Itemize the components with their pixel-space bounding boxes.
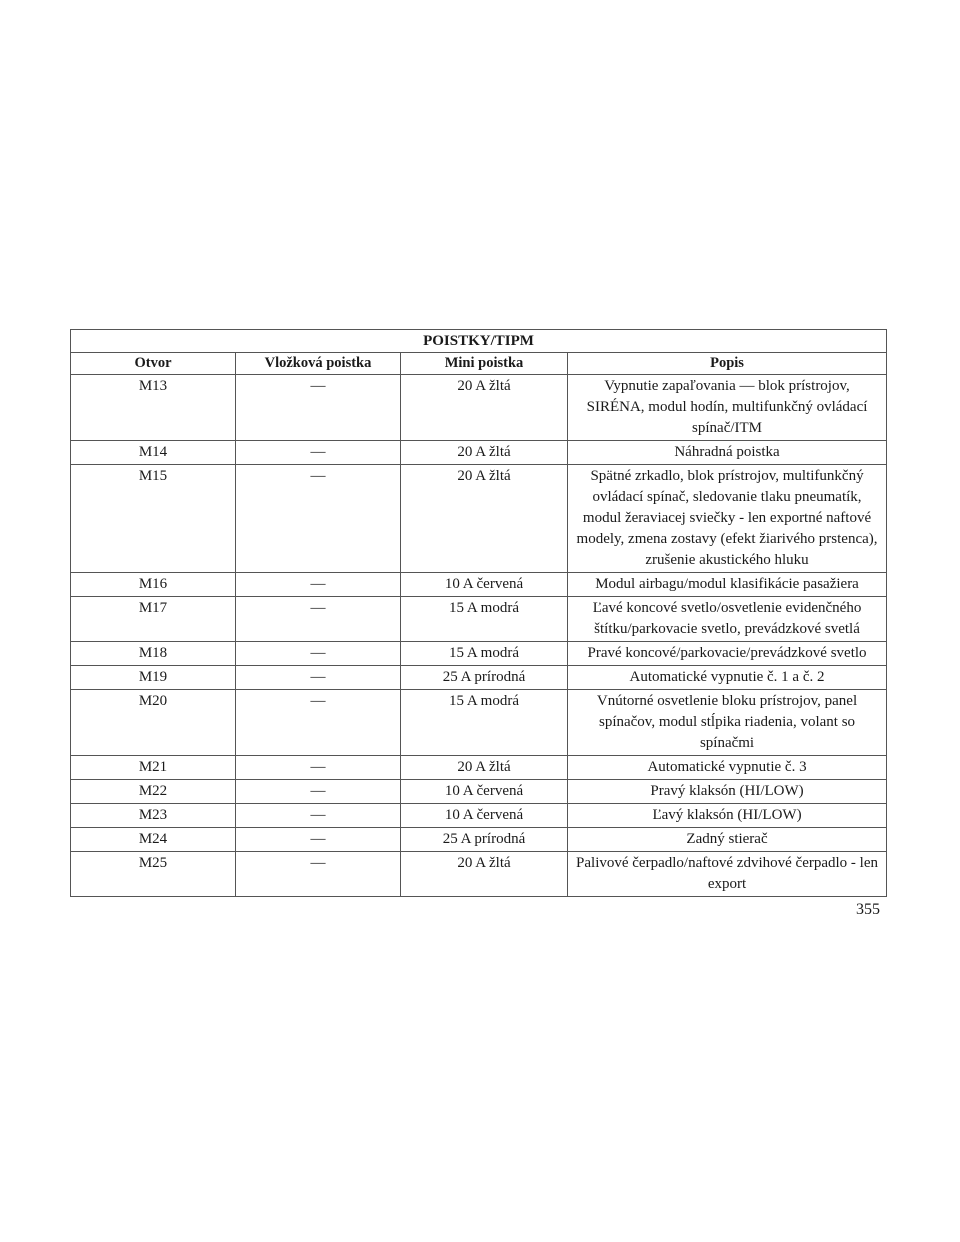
column-header-otvor: Otvor bbox=[71, 353, 236, 375]
cell-popis: Zadný stierač bbox=[568, 828, 887, 852]
table-row bbox=[71, 828, 887, 852]
table-row bbox=[71, 375, 887, 441]
cell-otvor: M24 bbox=[71, 828, 236, 852]
cell-mini: 15 A modrá bbox=[401, 642, 568, 666]
cell-vlozkova: — bbox=[236, 852, 401, 897]
cell-otvor: M16 bbox=[71, 573, 236, 597]
table-header-row bbox=[71, 353, 887, 375]
cell-popis: Spätné zrkadlo, blok prístrojov, multifunkčný ovládací spínač, sledovanie tlaku pneumatík, modul žeraviacej sviečky - len exportné naftové modely, zmena zostavy (efekt žiarivého prstenca), zrušenie akustického hluku bbox=[568, 465, 887, 573]
cell-mini: 20 A žltá bbox=[401, 852, 568, 897]
cell-mini: 10 A červená bbox=[401, 780, 568, 804]
cell-otvor: M17 bbox=[71, 597, 236, 642]
cell-vlozkova: — bbox=[236, 828, 401, 852]
cell-vlozkova: — bbox=[236, 756, 401, 780]
cell-vlozkova: — bbox=[236, 690, 401, 756]
cell-mini: 20 A žltá bbox=[401, 465, 568, 573]
cell-mini: 15 A modrá bbox=[401, 690, 568, 756]
table-title: POISTKY/TIPM bbox=[71, 330, 887, 353]
table-row bbox=[71, 573, 887, 597]
fuse-table bbox=[70, 329, 887, 897]
cell-vlozkova: — bbox=[236, 597, 401, 642]
table-row bbox=[71, 756, 887, 780]
column-header-mini-poistka: Mini poistka bbox=[401, 353, 568, 375]
cell-mini: 25 A prírodná bbox=[401, 666, 568, 690]
cell-popis: Ľavé koncové svetlo/osvetlenie evidenčného štítku/parkovacie svetlo, prevádzkové svetlá bbox=[568, 597, 887, 642]
cell-popis: Vnútorné osvetlenie bloku prístrojov, panel spínačov, modul stĺpika riadenia, volant so spínačmi bbox=[568, 690, 887, 756]
cell-mini: 10 A červená bbox=[401, 804, 568, 828]
cell-mini: 20 A žltá bbox=[401, 756, 568, 780]
column-header-vlozkova-poistka: Vložková poistka bbox=[236, 353, 401, 375]
cell-popis: Pravý klaksón (HI/LOW) bbox=[568, 780, 887, 804]
cell-vlozkova: — bbox=[236, 441, 401, 465]
cell-otvor: M14 bbox=[71, 441, 236, 465]
table-row bbox=[71, 804, 887, 828]
cell-vlozkova: — bbox=[236, 375, 401, 441]
cell-otvor: M19 bbox=[71, 666, 236, 690]
table-row bbox=[71, 666, 887, 690]
table-row bbox=[71, 597, 887, 642]
cell-popis: Palivové čerpadlo/naftové zdvihové čerpadlo - len export bbox=[568, 852, 887, 897]
cell-popis: Modul airbagu/modul klasifikácie pasažiera bbox=[568, 573, 887, 597]
cell-otvor: M23 bbox=[71, 804, 236, 828]
cell-mini: 20 A žltá bbox=[401, 375, 568, 441]
cell-otvor: M18 bbox=[71, 642, 236, 666]
cell-mini: 25 A prírodná bbox=[401, 828, 568, 852]
cell-otvor: M15 bbox=[71, 465, 236, 573]
table-row bbox=[71, 780, 887, 804]
cell-mini: 15 A modrá bbox=[401, 597, 568, 642]
cell-popis: Ľavý klaksón (HI/LOW) bbox=[568, 804, 887, 828]
page-number: 355 bbox=[856, 901, 880, 918]
cell-vlozkova: — bbox=[236, 642, 401, 666]
table-row bbox=[71, 441, 887, 465]
cell-popis: Automatické vypnutie č. 3 bbox=[568, 756, 887, 780]
cell-vlozkova: — bbox=[236, 666, 401, 690]
cell-otvor: M20 bbox=[71, 690, 236, 756]
table-row bbox=[71, 852, 887, 897]
cell-vlozkova: — bbox=[236, 465, 401, 573]
table-row bbox=[71, 642, 887, 666]
table-title-row bbox=[71, 330, 887, 353]
cell-vlozkova: — bbox=[236, 780, 401, 804]
column-header-popis: Popis bbox=[568, 353, 887, 375]
table-row bbox=[71, 690, 887, 756]
cell-mini: 20 A žltá bbox=[401, 441, 568, 465]
cell-otvor: M22 bbox=[71, 780, 236, 804]
cell-otvor: M25 bbox=[71, 852, 236, 897]
cell-vlozkova: — bbox=[236, 573, 401, 597]
cell-popis: Pravé koncové/parkovacie/prevádzkové svetlo bbox=[568, 642, 887, 666]
cell-popis: Vypnutie zapaľovania — blok prístrojov, SIRÉNA, modul hodín, multifunkčný ovládací spínač/ITM bbox=[568, 375, 887, 441]
cell-mini: 10 A červená bbox=[401, 573, 568, 597]
cell-vlozkova: — bbox=[236, 804, 401, 828]
table-row bbox=[71, 465, 887, 573]
cell-popis: Automatické vypnutie č. 1 a č. 2 bbox=[568, 666, 887, 690]
cell-otvor: M21 bbox=[71, 756, 236, 780]
cell-otvor: M13 bbox=[71, 375, 236, 441]
cell-popis: Náhradná poistka bbox=[568, 441, 887, 465]
